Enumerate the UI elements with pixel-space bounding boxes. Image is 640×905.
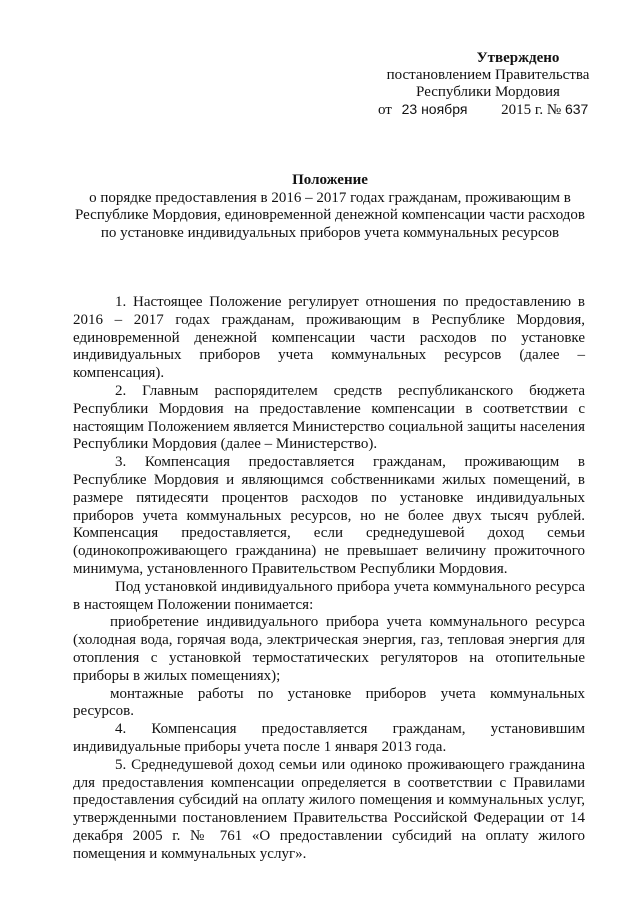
paragraph-4: 4. Компенсация предоставляется гражданам, установившим индивидуальные приборы учета после 1 января 2013 года. bbox=[73, 721, 585, 755]
date-day-month: 23 ноября bbox=[401, 101, 468, 117]
approval-date-line bbox=[368, 101, 608, 119]
paragraph-5: 5. Среднедушевой доход семьи или одиноко проживающего гражданина для предоставления компенсации определяется в соответствии с Правилами предоставления субсидий на оплату жилого помещения и коммунальных услуг, утвержденными постановлением Правительства Российской Федерации от 14 декабря 2005 г. № 761 «О предоставлении субсидий на оплату жилого помещения и коммунальных услуг». bbox=[73, 756, 585, 862]
approval-title: Утверждено bbox=[476, 50, 560, 66]
date-year: 2015 г. № bbox=[501, 102, 562, 118]
document-heading bbox=[70, 172, 590, 242]
document-title: Положение bbox=[292, 172, 368, 188]
approval-stamp bbox=[368, 50, 608, 119]
paragraph-2: 2. Главным распорядителем средств республиканского бюджета Республики Мордовия на предоставление компенсации в соответствии с настоящим Положением является Министерство социальной защиты населения Республики Мордовия (далее – Министерство). bbox=[73, 382, 585, 453]
date-prefix: от bbox=[378, 102, 392, 118]
paragraph-installation-definition: Под установкой индивидуального прибора учета коммунального ресурса в настоящем Положении понимается: bbox=[73, 578, 585, 613]
document-number: 637 bbox=[564, 101, 589, 117]
paragraph-3: 3. Компенсация предоставляется гражданам, проживающим в Республике Мордовия и являющимся собственниками жилых помещений, в размере пятидесяти процентов расходов по установке индивидуальных приборов учета коммунальных ресурсов, но не более двух тысяч рублей. Компенсация предоставляется, если среднедушевой доход семьи (одинокопроживающего гражданина) не превышает величину прожиточного минимума, установленного Правительством Республики Мордовия. bbox=[73, 454, 585, 577]
document-body bbox=[73, 294, 585, 864]
approval-line-2: Республики Мордовия bbox=[416, 84, 560, 100]
approval-line-1: постановлением Правительства bbox=[386, 67, 590, 83]
paragraph-1: 1. Настоящее Положение регулирует отношения по предоставлению в 2016 – 2017 годах гражданам, проживающим в Республике Мордовия, единовременной денежной компенсации части расходов по установке индивидуальных приборов учета коммунальных ресурсов (далее – компенсация). bbox=[73, 294, 585, 382]
paragraph-mounting: монтажные работы по установке приборов учета коммунальных ресурсов. bbox=[73, 685, 585, 720]
paragraph-acquisition: приобретение индивидуального прибора учета коммунального ресурса (холодная вода, горячая вода, электрическая энергия, газ, тепловая энергия для отопления с установкой термостатических регуляторов на отопительные приборы в жилых помещениях); bbox=[73, 614, 585, 684]
document-subtitle: о порядке предоставления в 2016 – 2017 годах гражданам, проживающим в Республике Мордовия, единовременной денежной компенсации части расходов по установке индивидуальных приборов учета коммунальных ресурсов bbox=[75, 189, 585, 241]
